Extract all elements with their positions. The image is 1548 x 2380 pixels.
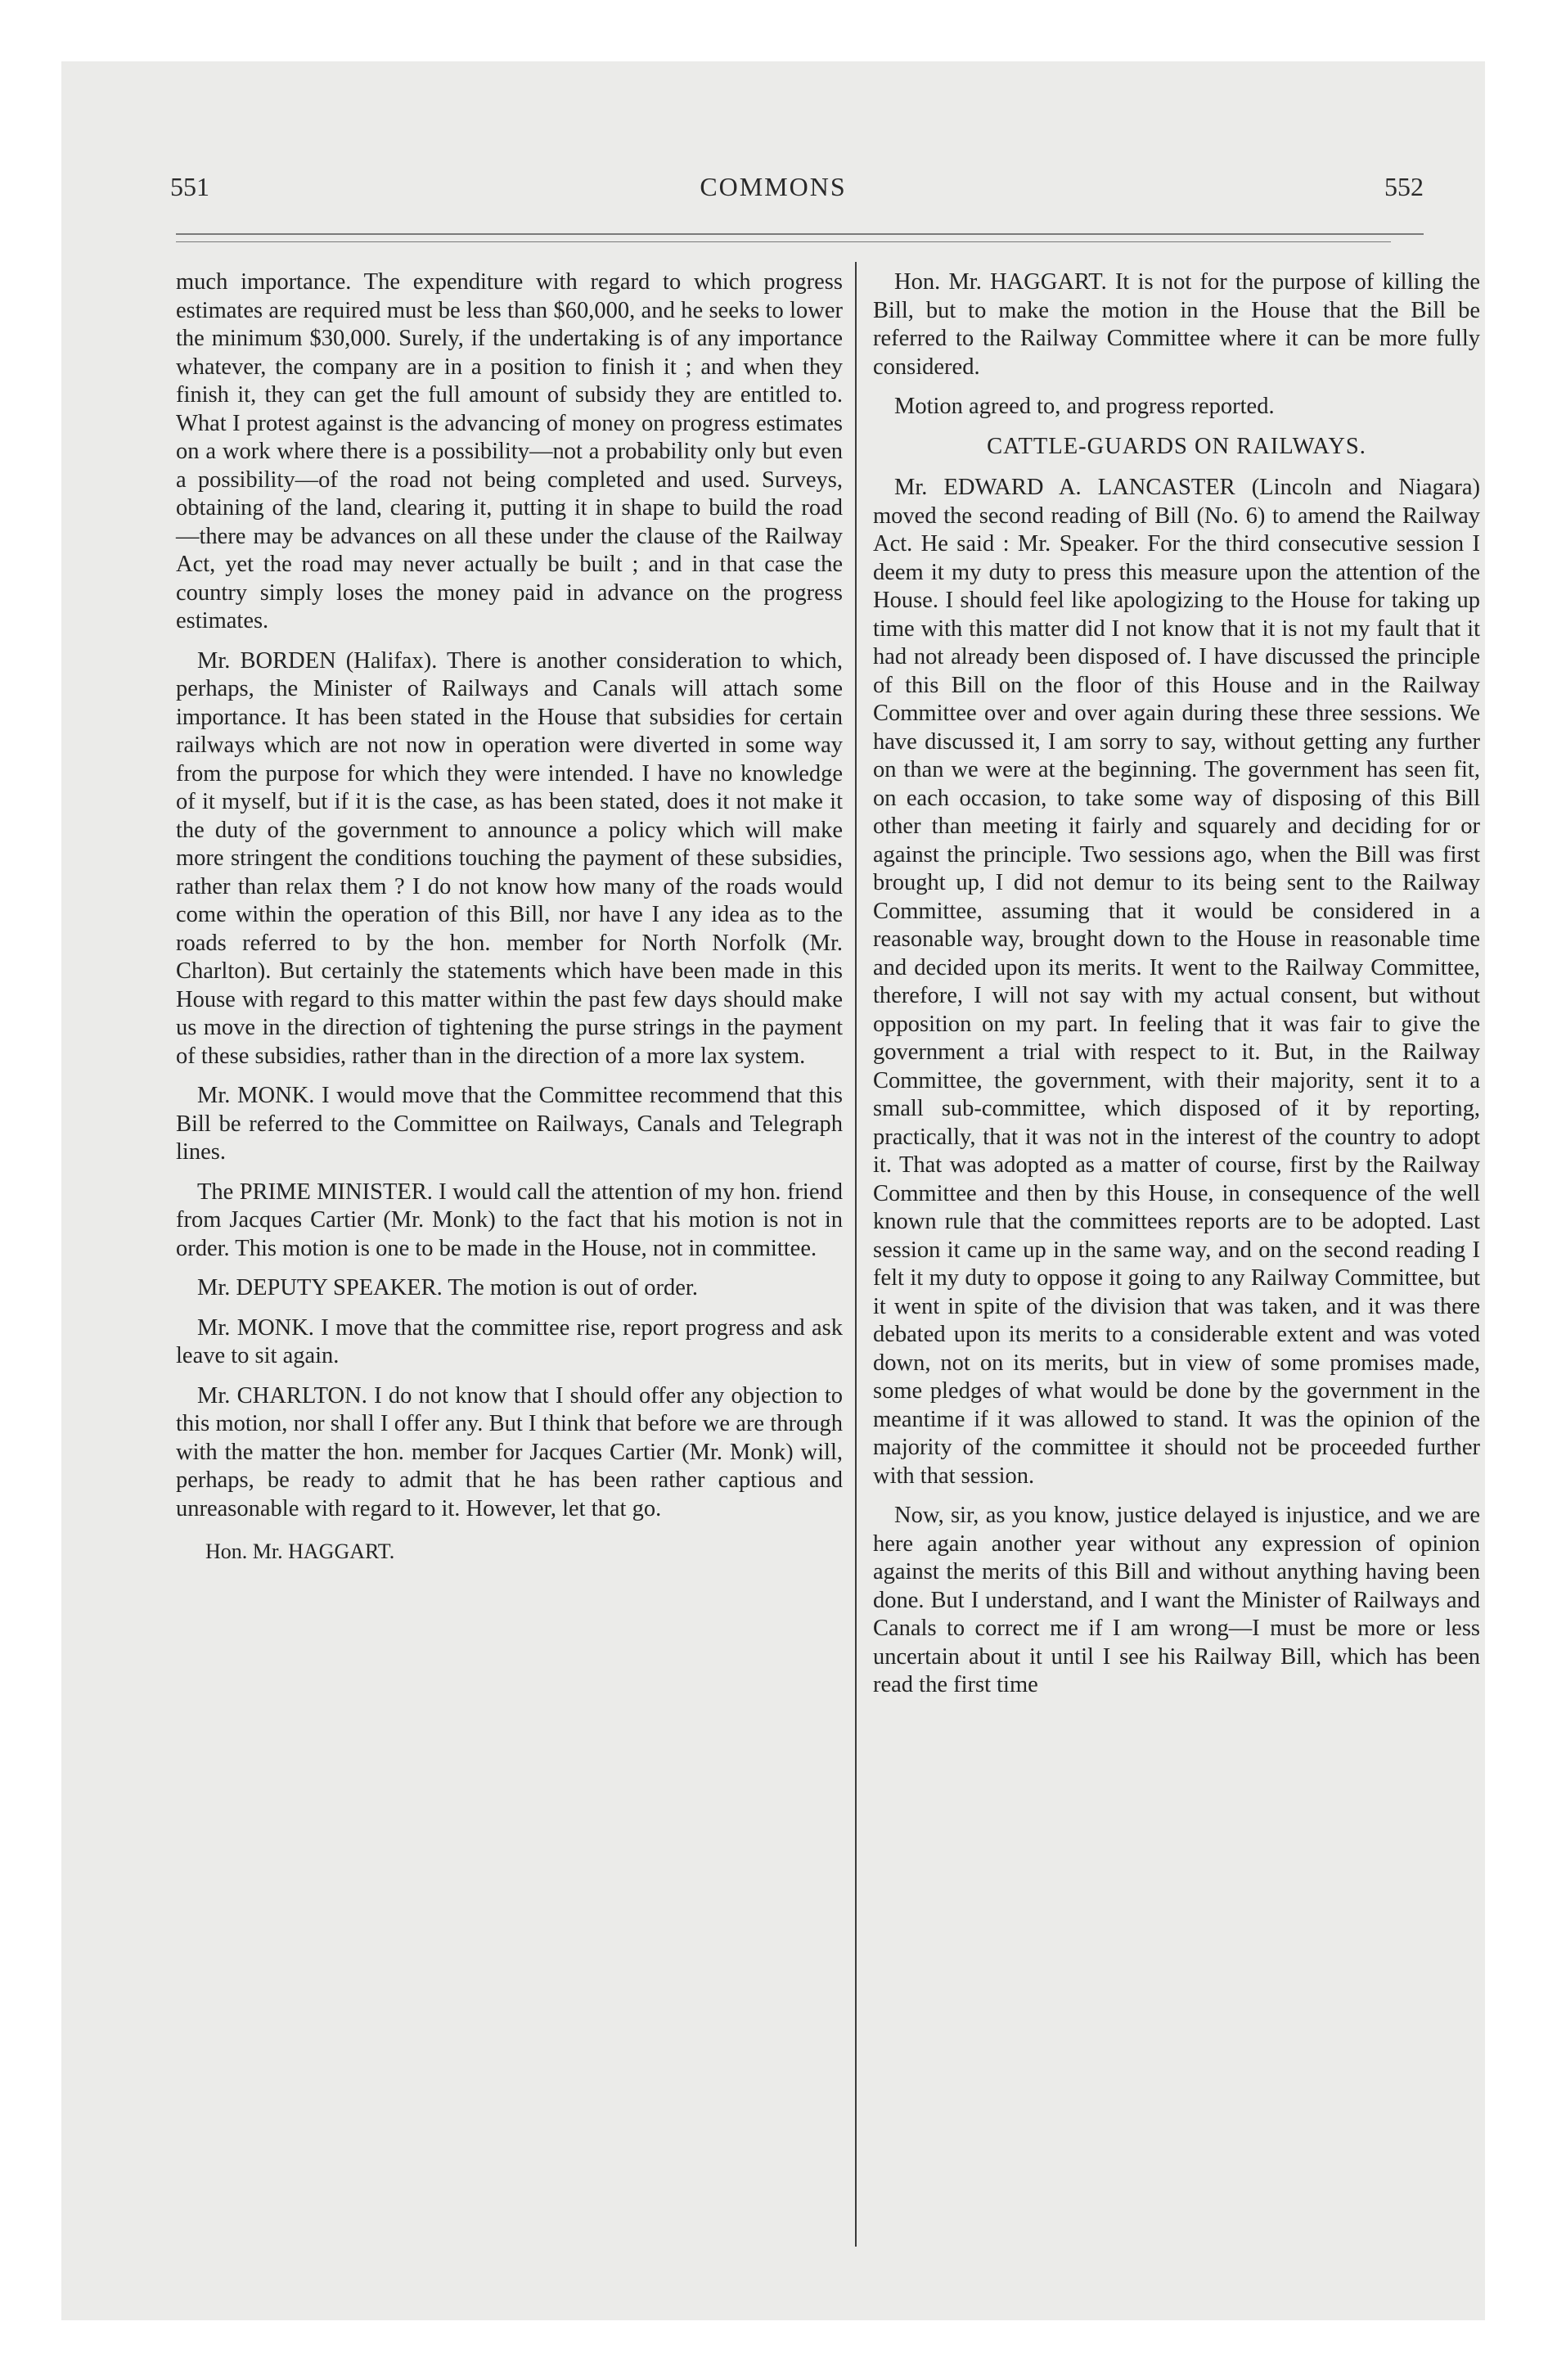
header-rule-bottom <box>176 241 1391 242</box>
right-column <box>873 268 1480 1711</box>
left-page-number: 551 <box>170 172 209 201</box>
left-column <box>176 268 843 1578</box>
paragraph: Motion agreed to, and progress reported. <box>894 394 1275 419</box>
page-header <box>61 172 1485 221</box>
column-footer: Hon. Mr. HAGGART. <box>205 1539 395 1563</box>
paragraph: Hon. Mr. HAGGART. It is not for the purpose of killing the Bill, but to make the motion in the House that the Bill be referred to the Railway Committee where it can be more fully considered. <box>873 269 1480 380</box>
paragraph: The PRIME MINISTER. I would call the attention of my hon. friend from Jacques Cartier (Mr. Monk) to the fact that his motion is not in order. This motion is one to be made in the House, not in committee. <box>176 1179 843 1261</box>
paragraph: Mr. DEPUTY SPEAKER. The motion is out of order. <box>197 1275 698 1300</box>
paragraph: Mr. CHARLTON. I do not know that I should offer any objection to this motion, nor shall I offer any. But I think that before we are through with the matter the hon. member for Jacques Cartier (Mr. Monk) will, perhaps, be ready to admit that he has been rather captious and unreasonable with regard to it. However, let that go. <box>176 1382 843 1521</box>
header-rule-top <box>176 233 1424 235</box>
paragraph: much importance. The expenditure with regard to which progress estimates are required must be less than $60,000, and he seeks to lower the minimum $30,000. Surely, if the undertaking is of any importance whatever, the company are in a position to finish it ; and when they finish it, they can get the full amount of subsidy they are entitled to. What I protest against is the advancing of money on progress estimates on a work where there is a possibility—not a probability only but even a possibility—of the road not being completed and used. Surveys, obtaining of the land, clearing it, putting it in shape to build the road —there may be advances on all these under the clause of the Railway Act, yet the road may never actually be built ; and in that case the country simply loses the money paid in advance on the progress estimates. <box>176 269 843 633</box>
paragraph: Mr. MONK. I would move that the Committee recommend that this Bill be referred to the Committee on Railways, Canals and Telegraph lines. <box>176 1083 843 1165</box>
running-title: COMMONS <box>700 172 847 201</box>
right-page-number: 552 <box>1384 172 1424 201</box>
section-heading: CATTLE-GUARDS ON RAILWAYS. <box>987 433 1366 459</box>
scanned-page <box>61 61 1485 2320</box>
paragraph: Mr. BORDEN (Halifax). There is another consideration to which, perhaps, the Minister of Railways and Canals will attach some importance. It has been stated in the House that subsidies for certain railways which are not now in operation were diverted in some way from the purpose for which they were intended. I have no knowledge of it myself, but if it is the case, as has been stated, does it not make it the duty of the government to announce a policy which will make more stringent the conditions touching the payment of these subsidies, rather than relax them ? I do not know how many of the roads would come within the operation of this Bill, nor have I any idea as to the roads referred to by the hon. member for North Norfolk (Mr. Charlton). But certainly the statements which have been made in this House with regard to this matter within the past few days should make us move in the direction of tightening the purse strings in the payment of these subsidies, rather than in the direction of a more lax system. <box>176 647 843 1069</box>
paragraph: Mr. EDWARD A. LANCASTER (Lincoln and Niagara) moved the second reading of Bill (No. 6) to amend the Railway Act. He said : Mr. Speaker. For the third consecutive session I deem it my duty to press this measure upon the attention of the House. I should feel like apologizing to the House for taking up time with this matter did I not know that it is not my fault that it had not already been disposed of. I have discussed the principle of this Bill on the floor of this House and in the Railway Committee over and over again during these three sessions. We have discussed it, I am sorry to say, without getting any further on than we were at the beginning. The government has seen fit, on each occasion, to take some way of disposing of this Bill other than meeting it fairly and squarely and deciding for or against the principle. Two sessions ago, when the Bill was first brought up, I did not demur to its being sent to the Railway Committee, assuming that it would be considered in a reasonable way, brought down to the House in reasonable time and decided upon its merits. It went to the Railway Committee, therefore, I will not say with my actual consent, but without opposition on my part. In feeling that it was fair to give the government a trial with respect to it. But, in the Railway Committee, the government, with their majority, sent it to a small sub-committee, which disposed of it by reporting, practically, that it was not in the interest of the country to adopt it. That was adopted as a matter of course, first by the Railway Committee and then by this House, in consequence of the well known rule that the committees reports are to be adopted. Last session it came up in the same way, and on the second reading I felt it my duty to oppose it going to any Railway Committee, but it went in spite of the division that was taken, and it was there debated upon its merits to a considerable extent and was voted down, not on its merits, but in view of some promises made, some pledges of what would be done by the government in the meantime if it was allowed to stand. It was the opinion of the majority of the committee it should not be proceeded further with that session. <box>873 475 1480 1489</box>
column-divider <box>855 262 857 2247</box>
paragraph: Now, sir, as you know, justice delayed is injustice, and we are here again another year without any expression of opinion against the merits of this Bill and without anything having been done. But I understand, and I want the Minister of Railways and Canals to correct me if I am wrong—I must be more or less uncertain about it until I see his Railway Bill, which has been read the first time <box>873 1503 1480 1697</box>
paragraph: Mr. MONK. I move that the committee rise, report progress and ask leave to sit again. <box>176 1314 843 1368</box>
